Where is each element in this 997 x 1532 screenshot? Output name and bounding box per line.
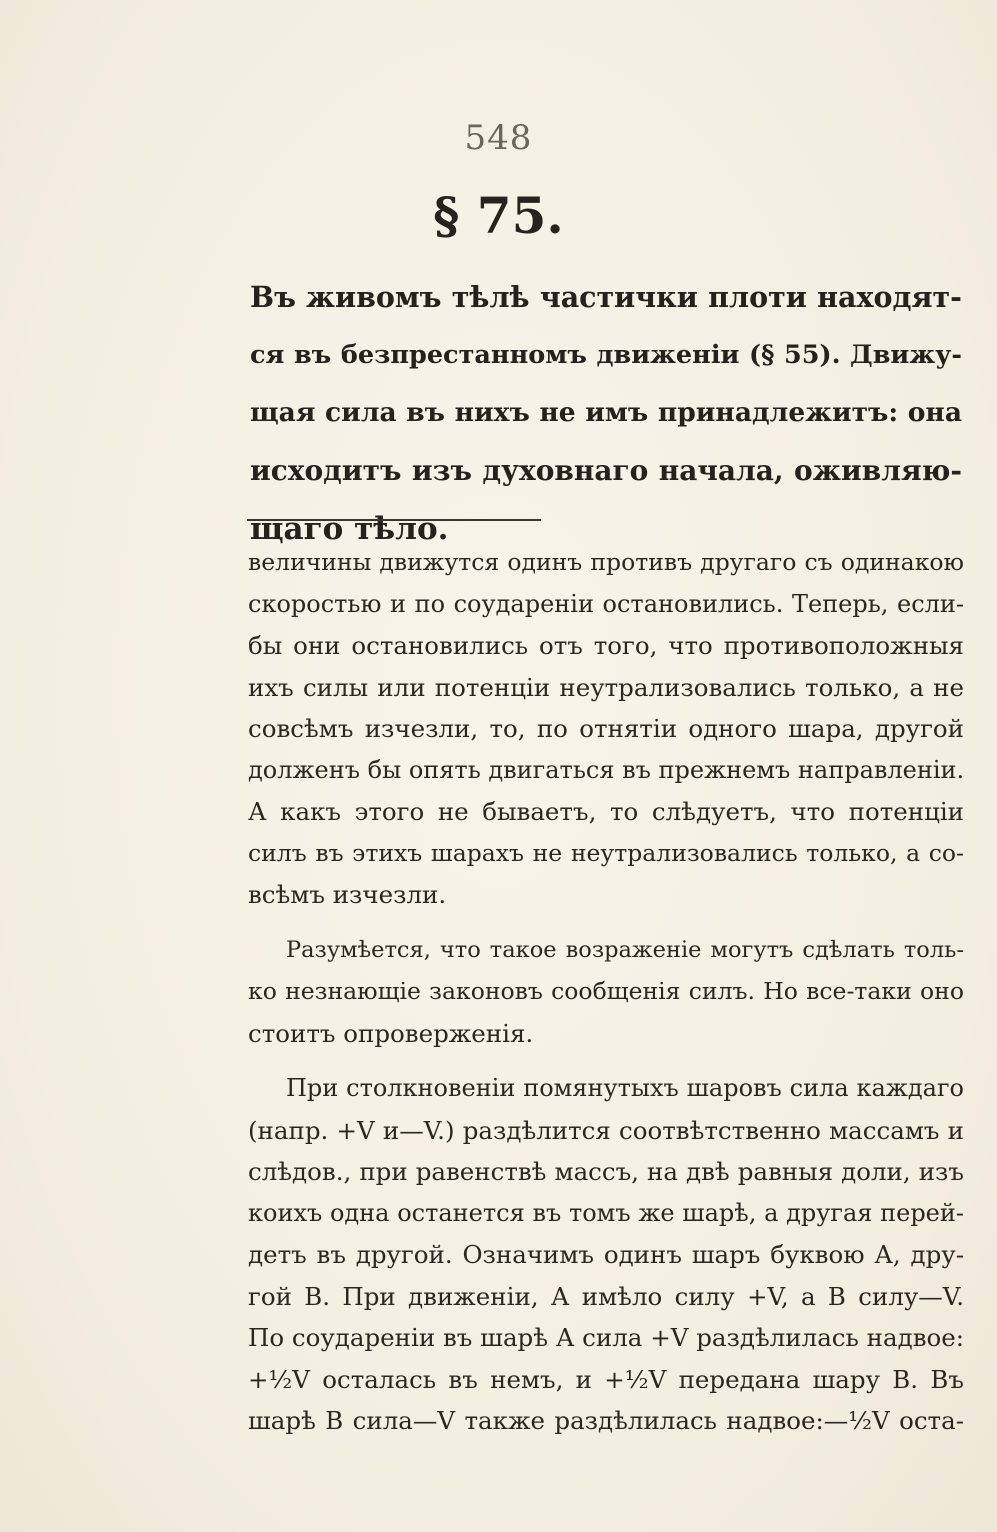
text-line: При столкновеніи помянутыхъ шаровъ сила каждаго	[286, 1074, 964, 1102]
text-line: стоитъ опроверженія.	[248, 1018, 534, 1048]
paragraph	[248, 542, 964, 916]
body-text	[248, 542, 964, 1442]
text-line: А какъ этого не бываетъ, то слѣдуетъ, что потенціи	[248, 797, 964, 826]
section-title: § 75.	[433, 186, 564, 245]
text-line: ко незнающіе законовъ сообщенія силъ. Но все-таки оно	[248, 977, 964, 1005]
text-line: долженъ бы опять двигаться въ прежнемъ направленіи.	[248, 755, 965, 784]
text-line: гой В. При движеніи, А имѣло силу +V, а В силу—V.	[248, 1281, 964, 1311]
text-line: детъ въ другой. Означимъ одинъ шаръ буквою А, дру-	[248, 1240, 964, 1269]
paragraph	[248, 930, 964, 1055]
text-line: +½V осталась въ немъ, и +½V передана шару В. Въ	[248, 1364, 964, 1394]
text-line: ихъ силы или потенціи неутрализовались только, а не	[248, 672, 964, 702]
text-line: коихъ одна останется въ томъ же шарѣ, а другая перей-	[248, 1198, 964, 1227]
section-divider	[247, 519, 541, 521]
summary-line: щаго тѣло.	[250, 511, 449, 547]
text-line: шарѣ В сила—V также раздѣлилась надвое:—½V оста-	[248, 1406, 964, 1435]
summary-line: ся въ безпрестанномъ движеніи (§ 55). Движу-	[250, 340, 962, 370]
summary-line: щая сила въ нихъ не имъ принадлежитъ: она	[250, 397, 962, 428]
text-line: скоростью и по соудареніи остановились. Теперь, если-	[248, 589, 964, 618]
paragraph	[248, 1068, 964, 1442]
text-line: слѣдов., при равенствѣ массъ, на двѣ равныя доли, изъ	[248, 1157, 964, 1186]
page-number: 548	[464, 118, 533, 158]
summary-line: Въ живомъ тѣлѣ частички плоти находят-	[250, 280, 962, 314]
text-line: По соудареніи въ шарѣ А сила +V раздѣлилась надвое:	[248, 1323, 964, 1352]
section-summary	[250, 268, 962, 558]
text-line: (напр. +V и—V.) раздѣлится соотвѣтственно массамъ и	[248, 1115, 964, 1145]
text-line: бы они остановились отъ того, что противоположныя	[248, 631, 964, 660]
text-line: всѣмъ изчезли.	[248, 880, 447, 909]
summary-line: исходитъ изъ духовнаго начала, оживляю-	[250, 454, 962, 487]
text-line: Разумѣется, что такое возраженіе могутъ сдѣлать толь-	[286, 936, 964, 963]
text-line: величины движутся одинъ противъ другаго съ одинакою	[248, 548, 964, 576]
text-line: силъ въ этихъ шарахъ не неутрализовались только, а со-	[248, 838, 964, 867]
text-line: совсѣмъ изчезли, то, по отнятіи одного шара, другой	[248, 714, 964, 743]
